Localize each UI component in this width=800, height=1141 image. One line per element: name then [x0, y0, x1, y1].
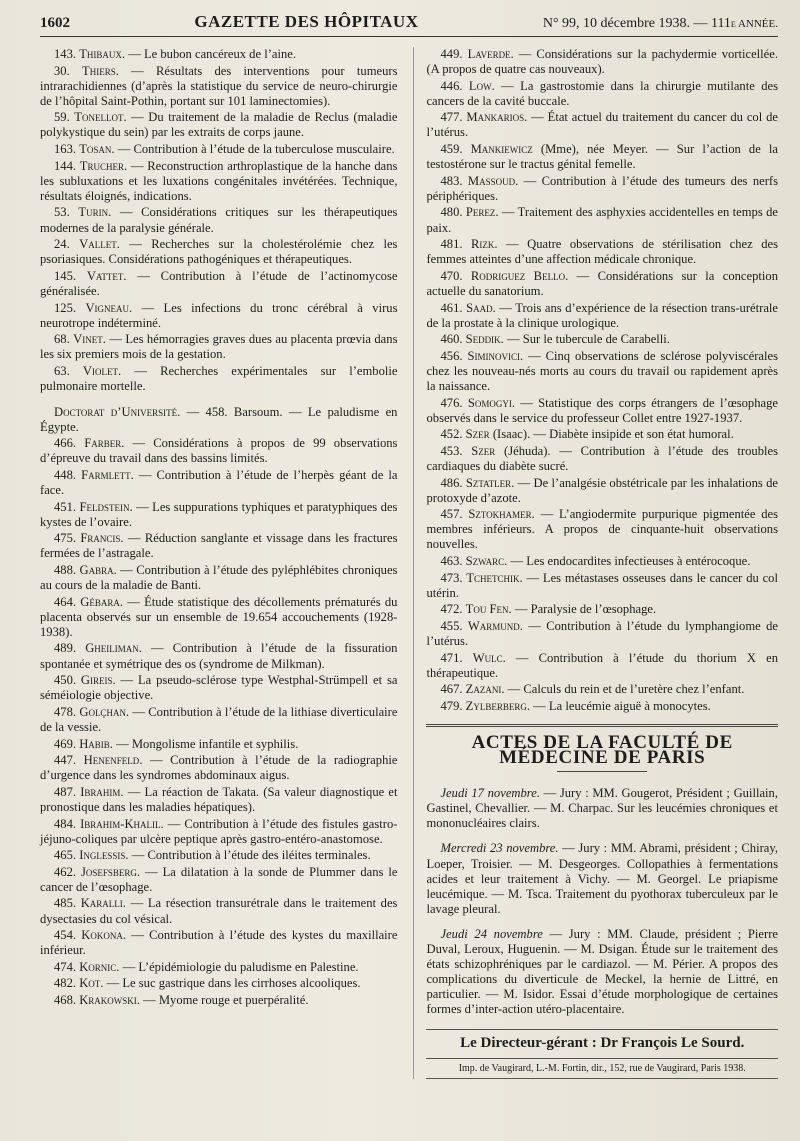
entry-author: Mankarios. [466, 110, 528, 125]
entry-author: Golçhan. [79, 704, 130, 719]
entry-number: 59. [54, 110, 70, 125]
entry-number: 469. [54, 736, 77, 751]
thesis-entry [40, 500, 397, 530]
entry-title: — Le bubon cancéreux de l’aine. [125, 47, 297, 61]
entry-author: Vallet. [79, 237, 120, 252]
columns [40, 47, 778, 1079]
entry-number: 447. [54, 753, 77, 768]
thesis-entry [426, 237, 778, 267]
entry-number: 462. [54, 864, 77, 879]
faculty-proceedings [426, 786, 778, 1017]
thesis-entry [426, 651, 778, 681]
entry-title: — Considérations critiques sur les thérapeutiques modernes de la paralysie générale. [40, 205, 398, 235]
thesis-entry [426, 476, 778, 506]
thesis-entry [40, 865, 397, 895]
entry-author: Low. [468, 78, 495, 93]
footer-divider [426, 1029, 778, 1030]
entry-title: — Traitement des asphyxies accidentelles en temps de paix. [426, 205, 778, 235]
thesis-entry [40, 705, 397, 735]
entry-title: — Contribution à l’étude du thorium X en thérapeutique. [426, 650, 778, 680]
entry-number: 475. [54, 531, 77, 546]
left-column [40, 47, 397, 1079]
thesis-entry [426, 79, 778, 109]
faculty-section-title: ACTES DE LA FACULTÉ DE MÉDECINE DE PARIS [471, 731, 733, 769]
thesis-entry [40, 468, 397, 498]
entry-author: Warmund. [467, 618, 523, 633]
entry-title: — Résultats des interventions pour tumeurs intrarachidiennes (d’après la statistique du service de neuro-chirurgie de l’hôpital Saint-Pothin, portant sur 101 laminectomies). [40, 63, 398, 108]
thesis-entry [40, 159, 397, 204]
thesis-entry [40, 405, 397, 435]
thesis-entry [40, 817, 397, 847]
entry-author: Karalli. [80, 896, 126, 911]
thesis-entry [40, 64, 397, 109]
entry-number: 163. [54, 142, 77, 157]
entry-title: — Recherches sur la cholestérolémie chez les psoriasiques. Considérations pathogéniques et thérapeutiques. [40, 237, 398, 267]
session-text: — Jury : MM. Abrami, président ; Chiray, Loeper, Troisier. — M. Desgeorges. Collopathies à fermentations acides et leur traitement à Vichy. — M. Georgel. Le priapisme leucémique. — M. Tsca. Traitement du pyothorax tuberculeux par le lavage pleural. [426, 841, 778, 916]
faculty-session [426, 786, 778, 831]
entry-title: — Le suc gastrique dans les cirrhoses alcooliques. [103, 976, 361, 991]
entry-number: 63. [54, 363, 70, 378]
entry-number: 465. [54, 848, 77, 863]
entry-title: — Contribution à l’étude du lymphangiome de l’utérus. [426, 618, 778, 648]
entry-author: Kornic. [79, 959, 120, 974]
thesis-entry [426, 205, 778, 235]
entry-number: 478. [54, 704, 77, 719]
entry-title: — Les hémorragies graves dues au placenta prœvia dans les six premiers mois de la gestation. [40, 332, 398, 362]
entry-number: 470. [440, 268, 463, 283]
entry-number: 488. [54, 563, 77, 577]
entry-number: 459. [440, 142, 463, 157]
entry-title: — Quatre observations de stérilisation chez des femmes atteintes d’une affection médicale chronique. [426, 237, 778, 267]
entry-number: 483. [440, 173, 463, 188]
entry-author: Francis. [80, 531, 124, 546]
entry-title: — La dilatation à la sonde de Plummer dans le cancer de l’œsophage. [40, 864, 398, 894]
entry-author: Gébara. [80, 594, 124, 609]
entry-title: — Contribution à l’étude des pyléphlébites chroniques au cours de la maladie de Banti. [40, 563, 398, 593]
title-underline [557, 771, 647, 772]
entry-author: Rizk. [471, 237, 498, 252]
entry-author: Tcheтchik. [466, 570, 523, 585]
entry-author: Sztatler. [465, 475, 515, 490]
entry-author: Kot. [79, 976, 104, 991]
session-text: — Jury : MM. Gougerot, Président ; Guillain, Gastinel, Chevallier. — M. Charpac. Sur les leucémies chroniques et mononucléaires clairs. [426, 786, 778, 831]
entry-author: Vigneau. [85, 300, 133, 315]
thesis-entry [426, 301, 778, 331]
entry-number: 68. [54, 332, 70, 347]
thesis-entry [426, 427, 778, 442]
entry-title: — Mongolisme infantile et syphilis. [112, 736, 299, 751]
entry-title: — Contribution à l’étude des iléites terminales. [128, 848, 371, 863]
entry-author: Gheiliman. [85, 641, 142, 656]
thesis-entry [426, 269, 778, 299]
thesis-entry [40, 142, 397, 157]
thesis-entry [426, 507, 778, 552]
entry-author: Mankiewicz [470, 142, 533, 157]
entry-title: — Sur le tubercule de Carabelli. [503, 332, 670, 347]
entry-number: 484. [54, 816, 77, 831]
thesis-entry [426, 554, 778, 569]
entry-number: 460. [440, 332, 463, 347]
entry-author: Feldstein. [79, 499, 133, 514]
entry-number: Doctorat d’Université. [54, 404, 181, 419]
thesis-entry [40, 848, 397, 863]
thesis-entry [40, 960, 397, 975]
entry-title: — Paralysie de l’œsophage. [511, 602, 657, 617]
entry-author: Tou Fen. [465, 602, 512, 617]
entry-author: Zylberberg. [465, 698, 531, 713]
entry-number: 24. [54, 237, 70, 252]
issue-date: N° 99, 10 décembre 1938. — 111 [542, 16, 731, 31]
entry-author: Zazani. [465, 682, 505, 697]
entry-number: 468. [54, 993, 77, 1008]
entry-number: 480. [440, 205, 463, 220]
thesis-entry [426, 571, 778, 601]
entry-title: — Contribution à l’étude de l’actinomycose généralisée. [40, 268, 398, 298]
thesis-entry [40, 563, 397, 593]
entry-title: — Reconstruction arthroplastique de la hanche dans les subluxations et les luxations congénitales invétérées. Technique, résultats éloignés, indications. [40, 158, 398, 203]
entry-number: 466. [54, 436, 77, 451]
entry-number: 451. [54, 499, 77, 514]
page-header [40, 12, 778, 37]
section-divider [426, 724, 778, 727]
entry-number: 477. [440, 110, 463, 125]
thesis-entry [426, 444, 778, 474]
entry-title: — Considérations à propos de 99 observations d’épreuve du travail dans des bassins limités. [40, 436, 398, 466]
entry-title: — La leucémie aiguë à monocytes. [530, 698, 711, 713]
thesis-entry [40, 976, 397, 991]
entry-number: 143. [54, 47, 77, 61]
thesis-entry [40, 753, 397, 783]
thesis-entry [426, 174, 778, 204]
thesis-entry [40, 205, 397, 235]
thesis-entry [40, 364, 397, 394]
entry-author: Rodriguez Bello. [470, 268, 569, 283]
thesis-entry [40, 896, 397, 926]
entry-title: — L’angiodermite purpurique pigmentée des membres inférieurs. A propos de cinquante-huit observations nouvelles. [426, 507, 778, 552]
entry-title: — L’épidémiologie du paludisme en Palestine. [119, 959, 359, 974]
entry-title: — Contribution à l’étude de la fissuration spontanée et symétrique des os (syndrome de Milkman). [40, 641, 398, 671]
thesis-entry [426, 699, 778, 714]
entry-author: Farber. [84, 436, 125, 451]
entry-number: 452. [440, 427, 463, 442]
entry-title: — Considérations sur la pachydermie vorticellée. (A propos de quatre cas nouveaux). [426, 47, 778, 77]
thesis-entry [426, 142, 778, 172]
entry-title: — Contribution à l’étude de la tuberculose musculaire. [114, 142, 395, 157]
session-date: Jeudi 24 novembre [440, 926, 543, 941]
entry-author: Szwarc. [465, 554, 508, 568]
entry-number: 457. [440, 507, 463, 522]
entry-author: Somogyi. [467, 395, 515, 410]
thesis-entry [426, 47, 778, 77]
thesis-entry [40, 269, 397, 299]
entry-number: 467. [440, 682, 463, 697]
entry-title: — Les endocardites infectieuses à entérocoque. [507, 554, 751, 568]
thesis-entry [40, 928, 397, 958]
entry-author: Kokona. [81, 928, 127, 943]
thesis-entry [40, 301, 397, 331]
entry-number: 125. [54, 300, 77, 315]
thesis-entry [40, 47, 397, 62]
entry-author: Henenfeld. [83, 753, 143, 768]
thesis-entry [40, 436, 397, 466]
faculty-session [426, 841, 778, 916]
entry-number: 471. [440, 650, 463, 665]
entry-title: — Trois ans d’expérience de la résection trans-urétrale de la prostate à la clinique urologique. [426, 300, 779, 330]
entry-title: — Recherches expérimentales sur l’embolie pulmonaire mortelle. [40, 363, 398, 393]
entry-number: 145. [54, 268, 77, 283]
entry-title: — La réaction de Takata. (Sa valeur diagnostique et pronostique dans les maladies hépatiques). [40, 784, 398, 814]
entry-number: 487. [54, 784, 77, 799]
entry-author: Josefsberg. [81, 864, 141, 879]
entry-number: 144. [54, 158, 77, 173]
thesis-entry [40, 595, 397, 640]
entry-number: 481. [440, 237, 463, 252]
entry-author: Turin. [78, 205, 112, 220]
entry-title: — Contribution à l’étude de l’herpès géant de la face. [40, 467, 398, 498]
entry-title: — Contribution à l’étude de la radiographie d’urgence dans les syndromes abdominaux aigus. [40, 753, 398, 783]
session-text: — Jury : MM. Claude, président ; Pierre Duval, Leroux, Huguenin. — M. Dsigan. Étude sur le traitement des états schizophréniques par le cardiazol. — M. Périer. A propos des complications du diverticule de Meckel, la hernie de Littré, en particulier. — M. Isidor. Essai d’étude morphologique de certaines formes d’inter-action utéro-placentaire. [426, 926, 778, 1017]
thesis-entry [40, 737, 397, 752]
entry-author: Sztokhamer. [468, 507, 535, 522]
thesis-entry [40, 332, 397, 362]
entry-author: Perez. [465, 205, 499, 220]
thesis-entry [40, 237, 397, 267]
entry-author: Tosan. [79, 142, 115, 157]
entry-author: Saad. [466, 300, 496, 315]
thesis-entry [40, 673, 397, 703]
entry-author: Krakowski. [79, 993, 140, 1008]
entry-author: Seddik. [465, 332, 504, 347]
entry-author: Ibrahim-Khalil. [80, 816, 164, 831]
entry-number: 463. [440, 554, 463, 568]
thesis-entry [426, 682, 778, 697]
entry-author: Gabra. [79, 563, 117, 577]
entry-number: 30. [54, 63, 70, 78]
entry-number: 461. [440, 300, 463, 315]
entry-title: — Les infections du tronc cérébral à virus neurotrope indéterminé. [40, 300, 398, 330]
entry-number: 453. [440, 443, 463, 458]
thesis-list-right [426, 47, 778, 714]
thesis-entry [426, 332, 778, 347]
entry-number: 449. [440, 47, 463, 61]
entry-author: Vinet. [73, 332, 106, 347]
entry-title: (Mme), née Meyer. — Sur l’action de la testostérone sur le tractus génital femelle. [426, 142, 778, 172]
entry-number: 464. [54, 594, 77, 609]
thesis-entry [426, 349, 778, 394]
entry-author: Trucher. [79, 158, 128, 173]
entry-author: Vattet. [86, 268, 127, 283]
entry-number: 479. [440, 698, 463, 713]
journal-title: GAZETTE DES HÔPITAUX [194, 12, 419, 31]
issue-info [543, 16, 778, 32]
entry-title: — Les suppurations typhiques et paratyphiques des kystes de l’ovaire. [40, 499, 398, 529]
entry-number: 476. [440, 395, 463, 410]
imprint-line: Imp. de Vaugirard, L.-M. Fortin, dir., 152, rue de Vaugirard, Paris 1938. [426, 1058, 778, 1079]
entry-author: Habib. [79, 736, 113, 751]
entry-title: — Les métastases osseuses dans le cancer du col utérin. [426, 570, 778, 600]
entry-title: — Cinq observations de sclérose polyviscérales chez les nouveau-nés morts au cours du travail ou rapidement après la naissance. [426, 348, 779, 393]
entry-title: — Statistique des corps étrangers de l’œsophage observés dans le service du professeur Collet entre 1927-1937. [426, 395, 779, 425]
section-gap [40, 396, 397, 405]
entry-author: Szer [471, 443, 496, 458]
thesis-entry [426, 602, 778, 617]
entry-title: — De l’analgésie obstétricale par les inhalations de protoxyde d’azote. [426, 475, 778, 505]
entry-title: (Jéhuda). — Contribution à l’étude des troubles cardiaques du diabète sucré. [426, 443, 778, 473]
entry-number: 473. [440, 570, 463, 585]
entry-title: — Étude statistique des décollements prématurés du placenta observés sur un ensemble de 19.654 accouchements (1928-1938). [40, 594, 398, 639]
entry-number: 454. [54, 928, 77, 943]
entry-number: 486. [440, 475, 463, 490]
entry-number: 446. [440, 78, 463, 93]
faculty-session [426, 927, 778, 1018]
entry-title: — La gastrostomie dans la chirurgie mutilante des cancers de la cavité buccale. [426, 78, 778, 108]
entry-title: — Calculs du rein et de l’uretère chez l’enfant. [504, 682, 745, 697]
entry-number: 482. [54, 976, 77, 991]
entry-author: Tonelloт. [74, 110, 127, 125]
entry-author: Farmlett. [81, 467, 134, 482]
entry-author: Inglessis. [79, 848, 129, 863]
entry-author: Massoud. [467, 173, 519, 188]
thesis-entry [426, 619, 778, 649]
session-date: Mercredi 23 novembre. [440, 841, 559, 856]
entry-title: — État actuel du traitement du cancer du col de l’utérus. [426, 110, 778, 140]
entry-number: 450. [54, 673, 77, 688]
entry-author: Siminovici. [467, 348, 524, 363]
entry-title: — La pseudo-sclérose type Westphal-Strümpell et sa séméiologie objective. [40, 673, 398, 703]
entry-title: — Considérations sur la conception actuelle du sanatorium. [426, 268, 778, 298]
entry-number: 472. [440, 602, 463, 617]
entry-number: 456. [440, 348, 463, 363]
thesis-entry [40, 110, 397, 140]
entry-title: — La résection transurétrale dans le traitement des dysectasies du col vésical. [40, 896, 398, 926]
entry-number: 455. [440, 618, 463, 633]
right-column [413, 47, 778, 1079]
entry-title: — 458. Barsoum. — Le paludisme en Égypte. [40, 404, 398, 434]
entry-title: — Contribution à l’étude des kystes du maxillaire inférieur. [40, 928, 398, 958]
page-number: 1602 [40, 15, 70, 31]
entry-number: 489. [54, 641, 77, 656]
entry-number: 485. [54, 896, 77, 911]
entry-title: — Du traitement de la maladie de Reclus (maladie polykystique du sein) par les extraits de corps jaune. [40, 110, 398, 140]
entry-title: — Contribution à l’étude des fistules gastro-jéjuno-coliques par ulcère peptique après gastro-entéro-anastomose. [40, 816, 398, 846]
entry-author: Szer [465, 427, 490, 442]
entry-title: — Myome rouge et puerpéralité. [139, 993, 309, 1008]
entry-title: — Contribution à l’étude des tumeurs des nerfs périphériques. [426, 173, 779, 203]
entry-title: — Réduction sanglante et vissage dans les fractures fermées de l’astragale. [40, 531, 398, 561]
thesis-entry [40, 785, 397, 815]
entry-author: Wulc. [472, 650, 506, 665]
entry-author: Thibaux. [79, 47, 126, 61]
entry-author: Ibrahim. [80, 784, 124, 799]
director-line: Le Directeur-gérant : Dr François Le Sourd. [460, 1035, 745, 1052]
thesis-entry [40, 641, 397, 671]
entry-author: Violet. [82, 363, 122, 378]
thesis-entry [426, 396, 778, 426]
entry-number: 474. [54, 959, 77, 974]
thesis-entry [426, 110, 778, 140]
entry-author: Thiers. [82, 63, 119, 78]
entry-title: — Contribution à l’étude de la lithiase diverticulaire de la vessie. [40, 704, 398, 734]
entry-author: Laverde. [467, 47, 514, 61]
thesis-entry [40, 531, 397, 561]
entry-number: 448. [54, 467, 77, 482]
thesis-entry [40, 993, 397, 1008]
entry-title: (Isaac). — Diabète insipide et son état humoral. [489, 427, 734, 442]
issue-suffix: e ANNÉE. [730, 18, 778, 30]
entry-number: 53. [54, 205, 70, 220]
session-date: Jeudi 17 novembre. [440, 786, 540, 801]
entry-author: Gireis. [80, 673, 116, 688]
